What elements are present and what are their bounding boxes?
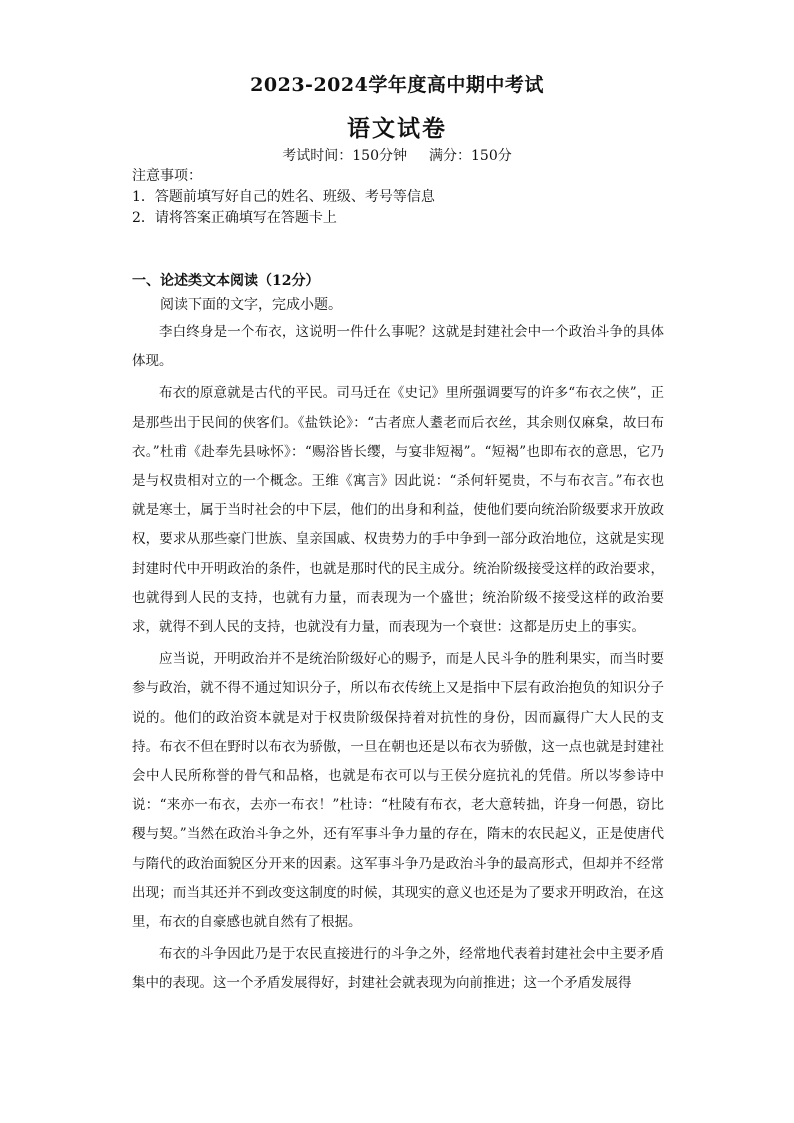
- notes-item: 2．请将答案正确填写在答题卡上: [132, 210, 337, 226]
- section-heading: 一、论述类文本阅读（12分）: [132, 273, 320, 289]
- reading-passage: [132, 318, 664, 1002]
- full-score: 满分：150分: [429, 148, 512, 164]
- exam-time: 考试时间：150分钟: [282, 148, 407, 164]
- notes-label: 注意事项：: [132, 168, 202, 184]
- exam-meta: [0, 145, 794, 165]
- passage-paragraph: 应当说，开明政治并不是统治阶级好心的赐予，而是人民斗争的胜利果实，而当时要参与政治，就不得不通过知识分子，所以布衣传统上又是指中下层有政治抱负的知识分子说的。他们的政治资本就是对于权贵阶级保持着对抗性的身份，因而赢得广大人民的支持。布衣不但在野时以布衣为骄傲，一旦在朝也还是以布衣为骄傲，这一点也就是封建社会中人民所称誉的骨气和品格，也就是布衣可以与王侯分庭抗礼的凭借。所以岑参诗中说：“来亦一布衣，去亦一布衣！”杜诗：“杜陵有布衣，老大意转拙，许身一何愚，窃比稷与契。”当然在政治斗争之外，还有军事斗争力量的存在，隋末的农民起义，正是使唐代与隋代的政治面貌区分开来的因素。这军事斗争乃是政治斗争的最高形式，但却并不经常出现；而当其还并不到改变这制度的时候，其现实的意义也还是为了要求开明政治，在这里，布衣的自豪感也就自然有了根据。: [132, 651, 664, 931]
- section-instruction: 阅读下面的文字，完成小题。: [160, 297, 342, 313]
- notes-block: [132, 166, 435, 229]
- notes-item: 1．答题前填写好自己的姓名、班级、考号等信息: [132, 189, 435, 205]
- passage-paragraph: 布衣的原意就是古代的平民。司马迁在《史记》里所强调要写的许多“布衣之侠”，正是那些出于民间的侠客们。《盐铁论》：“古者庶人耋老而后衣丝，其余则仅麻枲，故曰布衣。”杜甫《赴奉先县咏怀》：“赐浴皆长缨，与宴非短褐”。“短褐”也即布衣的意思，它乃是与权贵相对立的一个概念。王维《寓言》因此说：“杀何轩冕贵，不与布衣言。”布衣也就是寒士，属于当时社会的中下层，他们的出身和利益，使他们要向统治阶级要求开放政权，要求从那些豪门世族、皇亲国戚、权贵势力的手中争到一部分政治地位，这就是实现封建时代中开明政治的条件，也就是那时代的民主成分。统治阶级接受这样的政治要求，也就得到人民的支持，也就有力量，而表现为一个盛世；统治阶级不接受这样的政治要求，就得不到人民的支持，也就没有力量，而表现为一个衰世：这都是历史上的事实。: [132, 385, 664, 636]
- exam-subject-title: 语文试卷: [347, 115, 447, 142]
- passage-paragraph: 布衣的斗争因此乃是于农民直接进行的斗争之外，经常地代表着封建社会中主要矛盾集中的表现。这一个矛盾发展得好，封建社会就表现为向前推进；这一个矛盾发展得: [132, 946, 664, 992]
- exam-title: 2023-2024学年度高中期中考试: [250, 74, 544, 96]
- passage-paragraph: 李白终身是一个布衣，这说明一件什么事呢？这就是封建社会中一个政治斗争的具体体现。: [132, 324, 664, 370]
